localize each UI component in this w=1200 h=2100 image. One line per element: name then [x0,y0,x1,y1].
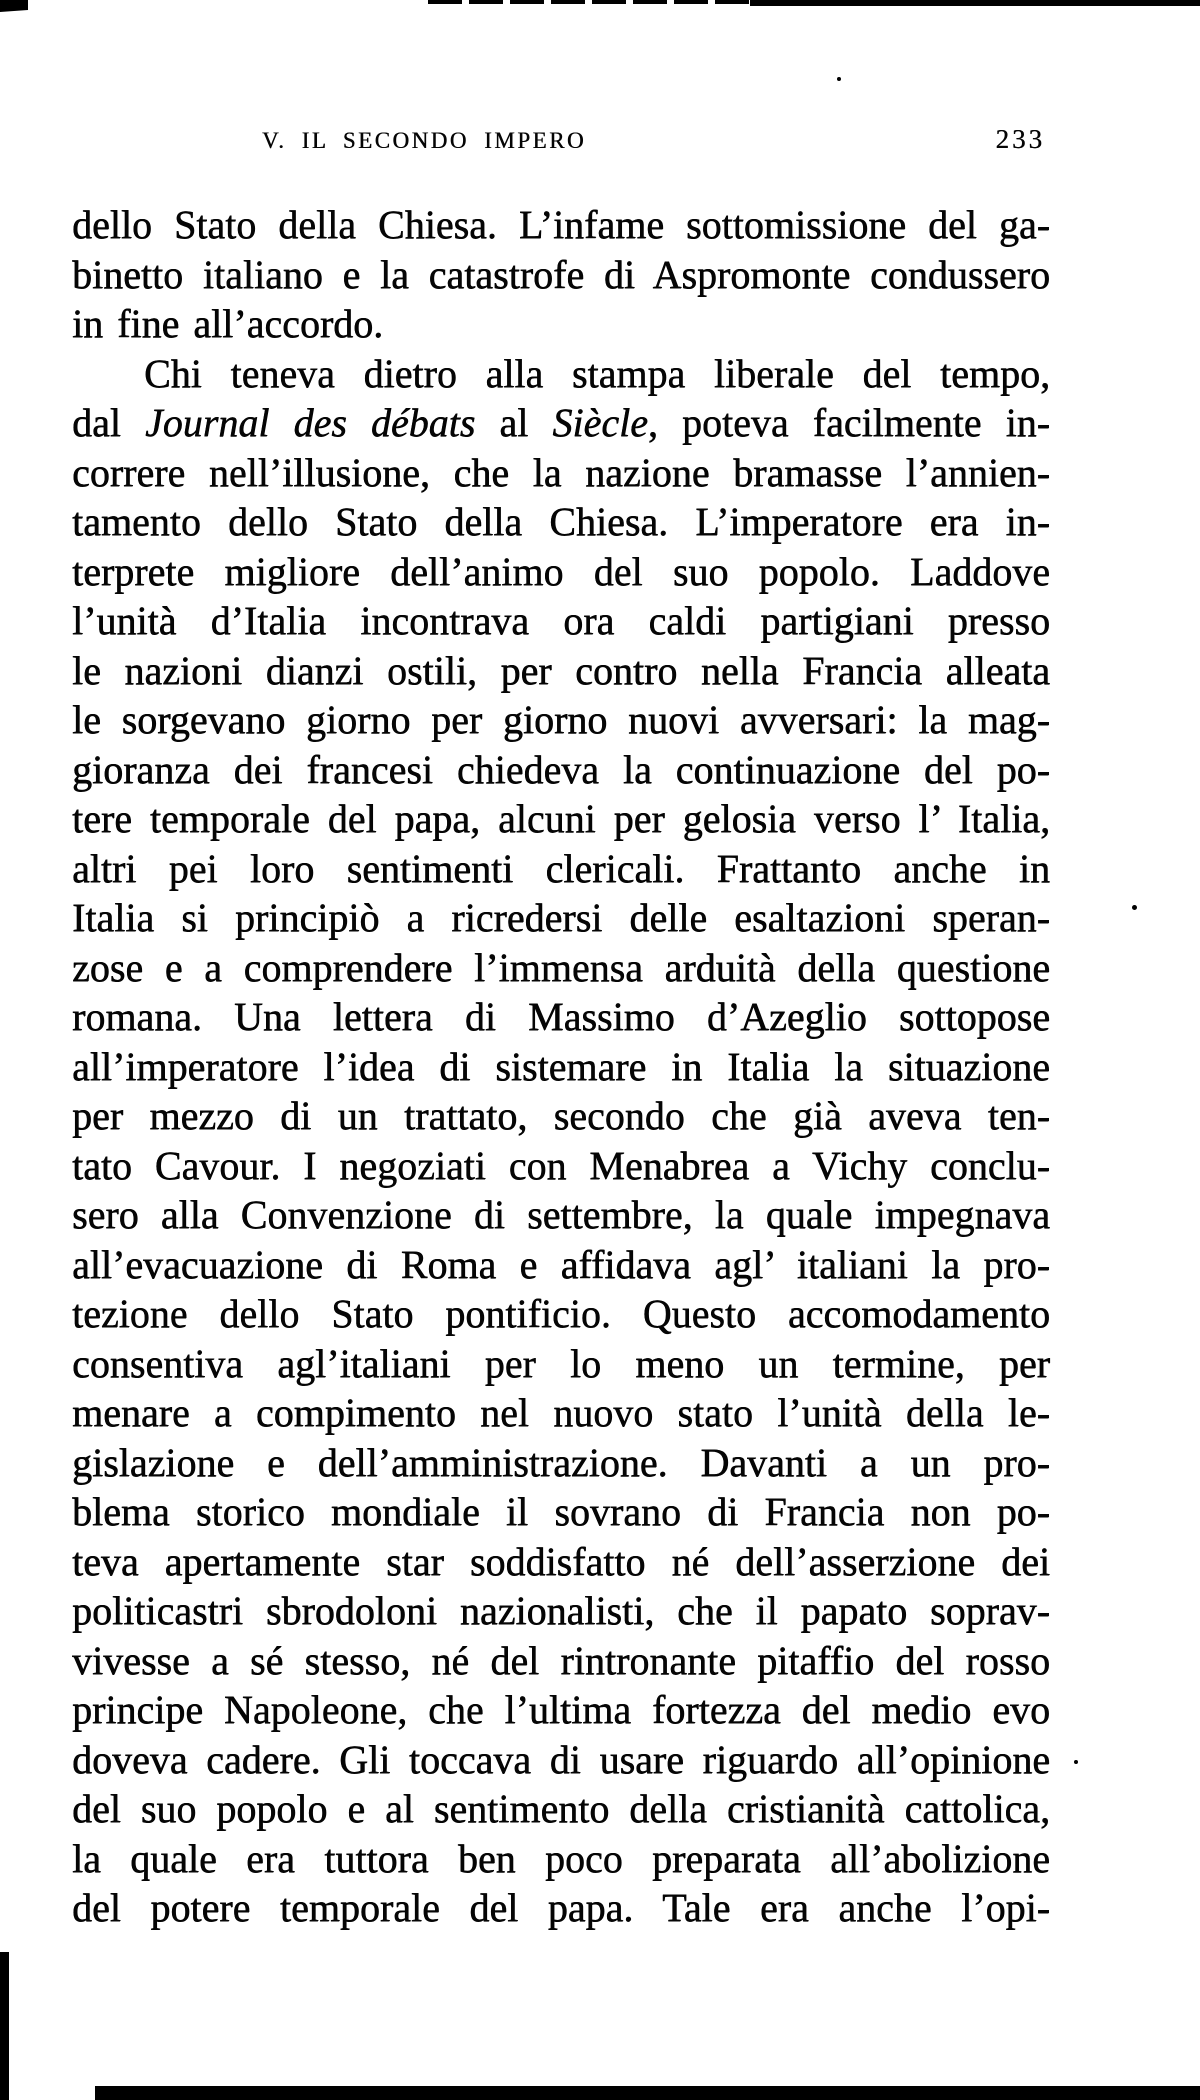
text-segment: consentiva agl’italiani per lo meno un termine, per [72,1340,1050,1386]
text-line [72,992,1050,1042]
text-segment: terprete migliore dell’animo del suo popolo. Laddove [72,548,1050,594]
text-segment: principe Napoleone, che l’ultima fortezza del medio evo [72,1687,1050,1732]
scan-artifact-bottom-bar [95,2086,1200,2100]
text-line [72,398,1050,448]
italic-text-segment: Journal des débats [144,400,476,445]
text-segment: all’evacuazione di Roma e affidava agl’ italiani la pro- [72,1241,1050,1287]
text-segment: tamento dello Stato della Chiesa. L’imperatore era in- [72,499,1050,544]
text-line [72,844,1050,894]
text-segment: la quale era tuttora ben poco preparata all’abolizione [72,1835,1050,1881]
text-line [72,1289,1050,1339]
text-line [72,893,1050,943]
text-line [72,1141,1050,1191]
scan-speck [1074,1760,1078,1764]
text-line [72,1339,1050,1389]
text-segment: dello Stato della Chiesa. L’infame sottomissione del ga- [72,202,1050,247]
text-segment: teva apertamente star soddisfatto né dell’asserzione dei [72,1538,1050,1584]
text-segment: Chi teneva dietro alla stampa liberale del tempo, [144,350,1050,396]
text-segment: menare a compimento nel nuovo stato l’unità della le- [72,1390,1050,1435]
text-segment: tere temporale del papa, alcuni per gelosia verso l’ Italia, [72,796,1050,841]
text-segment: gislazione e dell’amministrazione. Davanti a un pro- [72,1439,1050,1485]
body-text [72,200,1050,1933]
text-line [72,448,1050,498]
text-segment: del suo popolo e al sentimento della cristianità cattolica, [72,1786,1050,1831]
text-segment: gioranza dei francesi chiedeva la continuazione del po- [72,746,1050,792]
text-segment: Italia si principiò a ricredersi delle esaltazioni speran- [72,895,1050,940]
text-line [72,794,1050,844]
scan-artifact-top-dashed-line [428,0,753,4]
text-line [72,943,1050,993]
text-segment: blema storico mondiale il sovrano di Francia non po- [72,1489,1050,1534]
text-segment: binetto italiano e la catastrofe di Aspromonte condussero [72,251,1050,297]
text-segment: vivesse a sé stesso, né del rintronante pitaffio del rosso [72,1637,1050,1683]
text-segment: in fine all’accordo. [72,301,384,346]
text-line [72,1438,1050,1488]
text-line [72,1784,1050,1834]
text-segment: al [475,400,553,445]
text-line [72,200,1050,250]
text-line [72,1240,1050,1290]
text-segment: doveva cadere. Gli toccava di usare riguardo all’opinione [72,1736,1050,1782]
text-line [72,745,1050,795]
text-line [72,1883,1050,1933]
text-segment: le sorgevano giorno per giorno nuovi avversari: la mag- [72,697,1050,742]
page-number: 233 [995,124,1045,154]
text-line [72,1388,1050,1438]
text-line [72,1190,1050,1240]
scan-artifact-left-bar [0,1952,9,2100]
text-segment: l’unità d’Italia incontrava ora caldi partigiani presso [72,598,1050,643]
scan-artifact-top-line [750,0,1200,6]
text-line [72,1091,1050,1141]
text-line [72,1487,1050,1537]
scan-speck [1132,905,1137,910]
text-segment: sero alla Convenzione di settembre, la quale impegnava [72,1192,1050,1237]
text-line [72,1636,1050,1686]
text-segment: correre nell’illusione, che la nazione bramasse l’annien- [72,449,1050,495]
text-line [72,1735,1050,1785]
text-line [72,596,1050,646]
text-line [72,1685,1050,1735]
text-line [72,1042,1050,1092]
text-line [72,1586,1050,1636]
text-line [72,497,1050,547]
scan-speck [837,77,841,81]
text-segment: dal [72,400,145,445]
text-line [72,1834,1050,1884]
text-line [72,547,1050,597]
text-line [72,1537,1050,1587]
text-segment: romana. Una lettera di Massimo d’Azeglio sottopose [72,994,1050,1039]
italic-text-segment: Siècle [552,400,648,445]
text-segment: all’imperatore l’idea di sistemare in Italia la situazione [72,1043,1050,1089]
text-segment: zose e a comprendere l’immensa arduità della questione [72,944,1050,990]
text-segment: tezione dello Stato pontificio. Questo accomodamento [72,1291,1050,1336]
text-line [72,299,1050,349]
text-segment: del potere temporale del papa. Tale era anche l’opi- [72,1885,1050,1930]
text-line [72,695,1050,745]
text-segment: le nazioni dianzi ostili, per contro nella Francia alleata [72,647,1050,693]
text-line [72,646,1050,696]
text-line [72,349,1050,399]
text-line [72,250,1050,300]
text-segment: per mezzo di un trattato, secondo che già aveva ten- [72,1093,1050,1138]
scan-artifact-corner-mark [0,0,28,12]
running-header-title: V. IL SECONDO IMPERO [262,128,587,153]
text-segment: , poteva facilmente in- [647,400,1051,445]
text-segment: politicastri sbrodoloni nazionalisti, che il papato soprav- [72,1588,1050,1633]
text-segment: altri pei loro sentimenti clericali. Frattanto anche in [72,845,1050,891]
text-segment: tato Cavour. I negoziati con Menabrea a Vichy conclu- [72,1142,1050,1188]
